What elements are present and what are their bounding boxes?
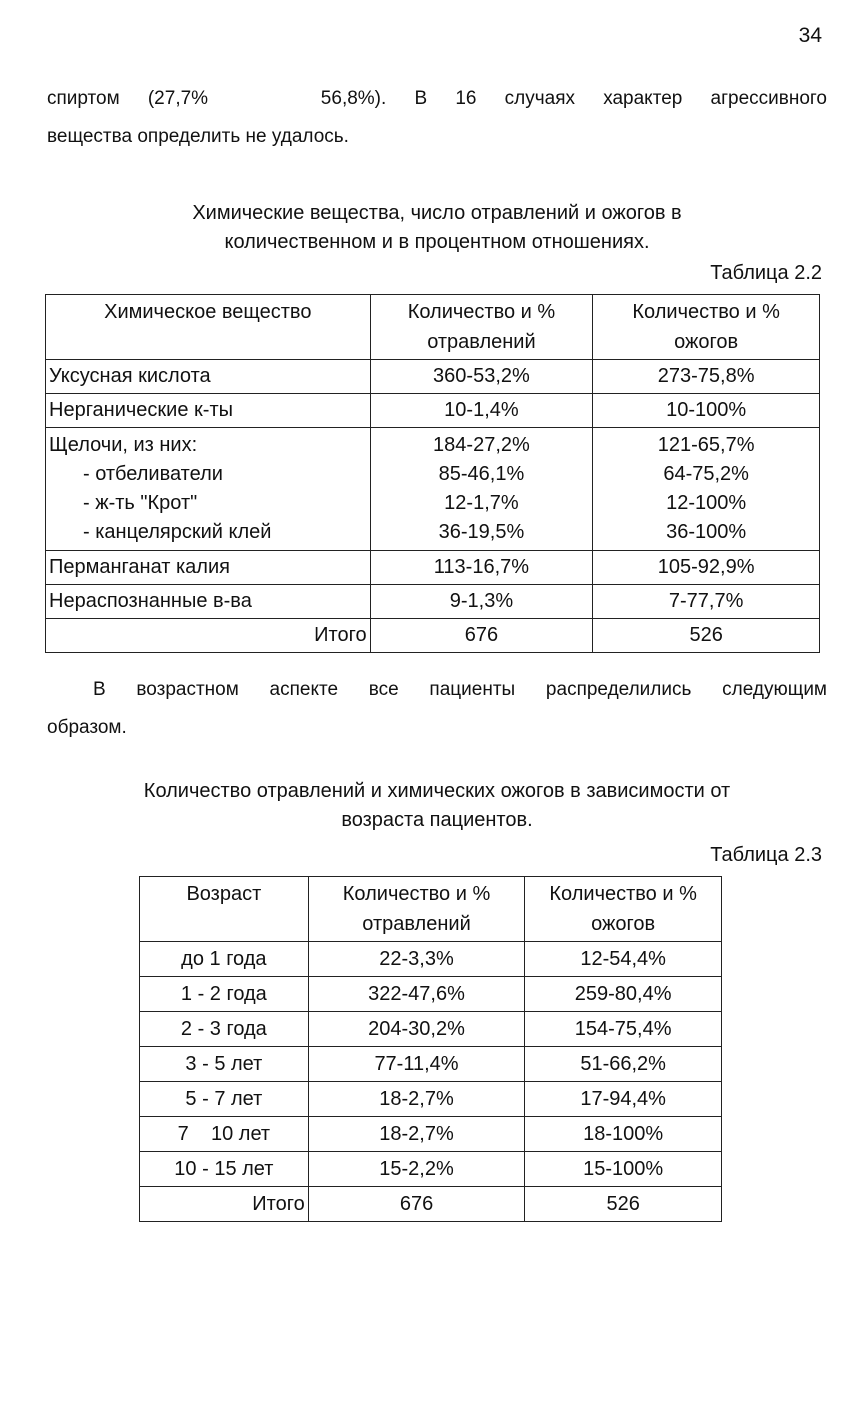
table2-title	[47, 777, 827, 835]
burn-value: 18-100%	[525, 1117, 722, 1152]
table-row	[140, 1082, 722, 1117]
table-row	[46, 394, 820, 428]
table2-label: Таблица 2.3	[710, 844, 822, 866]
table-row	[140, 942, 722, 977]
age-table	[139, 876, 722, 1222]
table-row	[46, 585, 820, 619]
poison-value: 77-11,4%	[308, 1047, 525, 1082]
paragraph-age	[47, 671, 827, 747]
table2-title-line: возраста пациентов.	[341, 809, 533, 831]
poison-value: 322-47,6%	[308, 977, 525, 1012]
table-row-group	[46, 428, 820, 551]
poison-value: 36-19,5%	[438, 521, 525, 543]
poison-value: 184-27,2%	[433, 434, 530, 456]
age-value: 5 - 7 лет	[140, 1082, 309, 1117]
poison-value: 18-2,7%	[308, 1117, 525, 1152]
age-value: 1 - 2 года	[140, 977, 309, 1012]
substance-group	[46, 428, 371, 551]
table-row	[46, 360, 820, 394]
burn-value: 273-75,8%	[593, 360, 820, 394]
poison-value: 18-2,7%	[308, 1082, 525, 1117]
burn-value: 10-100%	[593, 394, 820, 428]
burn-value: 259-80,4%	[525, 977, 722, 1012]
total-label: Итого	[140, 1187, 309, 1222]
burn-value: 121-65,7%	[657, 434, 755, 456]
substance-name: Уксусная кислота	[46, 360, 371, 394]
poison-value: 204-30,2%	[308, 1012, 525, 1047]
burn-value: 17-94,4%	[525, 1082, 722, 1117]
paragraph-line: В возрастном аспекте все пациенты распределились следующим	[93, 679, 827, 700]
burn-value: 105-92,9%	[593, 551, 820, 585]
table-header-row	[46, 295, 820, 360]
table1-title	[47, 199, 827, 257]
age-value: до 1 года	[140, 942, 309, 977]
total-burn: 526	[593, 619, 820, 653]
age-value: 2 - 3 года	[140, 1012, 309, 1047]
poison-value: 10-1,4%	[370, 394, 593, 428]
paragraph-line: образом.	[47, 717, 127, 738]
header-substance: Химическое вещество	[46, 295, 371, 360]
total-poison: 676	[370, 619, 593, 653]
burn-value: 64-75,2%	[663, 463, 749, 485]
header-poisonings: Количество и % отравлений	[370, 295, 593, 360]
total-poison: 676	[308, 1187, 525, 1222]
poison-value: 22-3,3%	[308, 942, 525, 977]
chemicals-table	[45, 294, 820, 653]
substance-name: Нераспознанные в-ва	[46, 585, 371, 619]
poison-value: 9-1,3%	[370, 585, 593, 619]
poison-value: 360-53,2%	[370, 360, 593, 394]
burn-value: 36-100%	[666, 521, 747, 543]
burn-value: 7-77,7%	[593, 585, 820, 619]
substance-name: - канцелярский клей	[83, 521, 272, 543]
age-value: 10 - 15 лет	[140, 1152, 309, 1187]
burn-value: 154-75,4%	[525, 1012, 722, 1047]
table-header-row	[140, 877, 722, 942]
poison-value: 85-46,1%	[438, 463, 525, 485]
header-age: Возраст	[140, 877, 309, 942]
total-label: Итого	[46, 619, 371, 653]
poison-value: 12-1,7%	[444, 492, 519, 514]
poison-group	[370, 428, 593, 551]
table-row	[140, 1012, 722, 1047]
paragraph-line: вещества определить не удалось.	[47, 126, 349, 147]
age-value: 3 - 5 лет	[140, 1047, 309, 1082]
age-value: 7 10 лет	[140, 1117, 309, 1152]
table-total-row	[140, 1187, 722, 1222]
table1-label: Таблица 2.2	[710, 262, 822, 284]
table-row	[140, 977, 722, 1012]
substance-name: Щелочи, из них:	[49, 434, 198, 456]
header-burns: Количество и % ожогов	[525, 877, 722, 942]
table2-title-line: Количество отравлений и химических ожогов в зависимости от	[143, 780, 731, 802]
burn-group	[593, 428, 820, 551]
table-row	[140, 1047, 722, 1082]
total-burn: 526	[525, 1187, 722, 1222]
burn-value: 15-100%	[525, 1152, 722, 1187]
header-poisonings: Количество и % отравлений	[308, 877, 525, 942]
poison-value: 15-2,2%	[308, 1152, 525, 1187]
table-total-row	[46, 619, 820, 653]
table-row	[46, 551, 820, 585]
burn-value: 12-54,4%	[525, 942, 722, 977]
header-burns: Количество и % ожогов	[593, 295, 820, 360]
table1-title-line: Химические вещества, число отравлений и ожогов в	[192, 202, 682, 224]
table-row	[140, 1152, 722, 1187]
poison-value: 113-16,7%	[370, 551, 593, 585]
table1-title-line: количественном и в процентном отношениях.	[224, 231, 650, 253]
page-number: 34	[798, 24, 822, 47]
table-row	[140, 1117, 722, 1152]
substance-name: Перманганат калия	[46, 551, 371, 585]
substance-name: - отбеливатели	[83, 463, 223, 485]
substance-name: - ж-ть "Крот"	[83, 492, 198, 514]
paragraph-line: спиртом (27,7% 56,8%). В 16 случаях характер агрессивного	[47, 88, 827, 109]
burn-value: 12-100%	[666, 492, 747, 514]
paragraph-intro	[47, 80, 827, 156]
burn-value: 51-66,2%	[525, 1047, 722, 1082]
substance-name: Нерганические к-ты	[46, 394, 371, 428]
